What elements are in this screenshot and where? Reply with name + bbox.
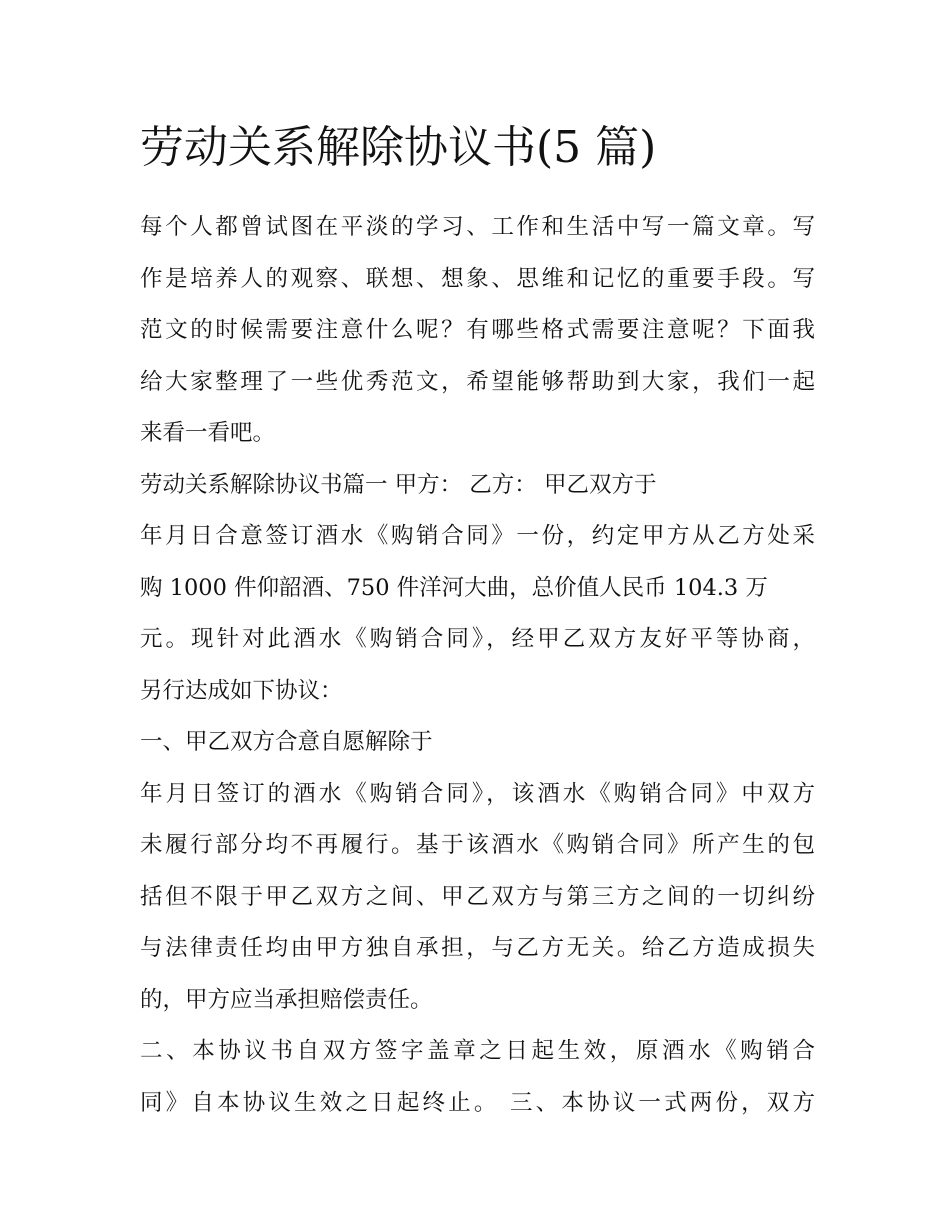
text-line: 购 1000 件仰韶酒、750 件洋河大曲，总价值人民币 104.3 万 (140, 574, 768, 601)
text-line: 年月日签订的酒水《购销合同》，该酒水《购销合同》中双方 (140, 780, 815, 807)
text-line: 元。现针对此酒水《购销合同》，经甲乙双方友好平等协商， (140, 626, 815, 652)
text-line: 每个人都曾试图在平淡的学习、工作和生活中写一篇文章。写 (140, 214, 815, 240)
document-page (140, 112, 815, 1129)
text-line: 与法律责任均由甲方独自承担，与乙方无关。给乙方造成损失 (140, 935, 815, 961)
text-line: 二、本协议书自双方签字盖章之日起生效，原酒水《购销合 (140, 1038, 815, 1064)
text-line: 劳动关系解除协议书篇一 甲方： 乙方： 甲乙双方于 (140, 471, 657, 498)
text-line: 来看一看吧。 (140, 420, 276, 446)
text-line: 括但不限于甲乙双方之间、甲乙双方与第三方之间的一切纠纷 (140, 883, 815, 910)
text-line: 另行达成如下协议： (140, 677, 343, 704)
text-line: 同》自本协议生效之日起终止。 三、本协议一式两份，双方 (140, 1089, 815, 1116)
text-line: 范文的时候需要注意什么呢？有哪些格式需要注意呢？下面我 (140, 317, 815, 343)
text-line: 一、甲乙双方合意自愿解除于 (140, 729, 433, 755)
document-title: 劳动关系解除协议书(5 篇) (140, 122, 657, 173)
text-line: 作是培养人的观察、联想、想象、思维和记忆的重要手段。写 (140, 265, 815, 292)
document-body (140, 202, 815, 1129)
text-line: 年月日合意签订酒水《购销合同》一份，约定甲方从乙方处采 (140, 523, 815, 549)
text-line: 未履行部分均不再履行。基于该酒水《购销合同》所产生的包 (140, 832, 815, 858)
text-line: 给大家整理了一些优秀范文，希望能够帮助到大家，我们一起 (140, 368, 815, 395)
text-line: 的，甲方应当承担赔偿责任。 (140, 986, 433, 1013)
